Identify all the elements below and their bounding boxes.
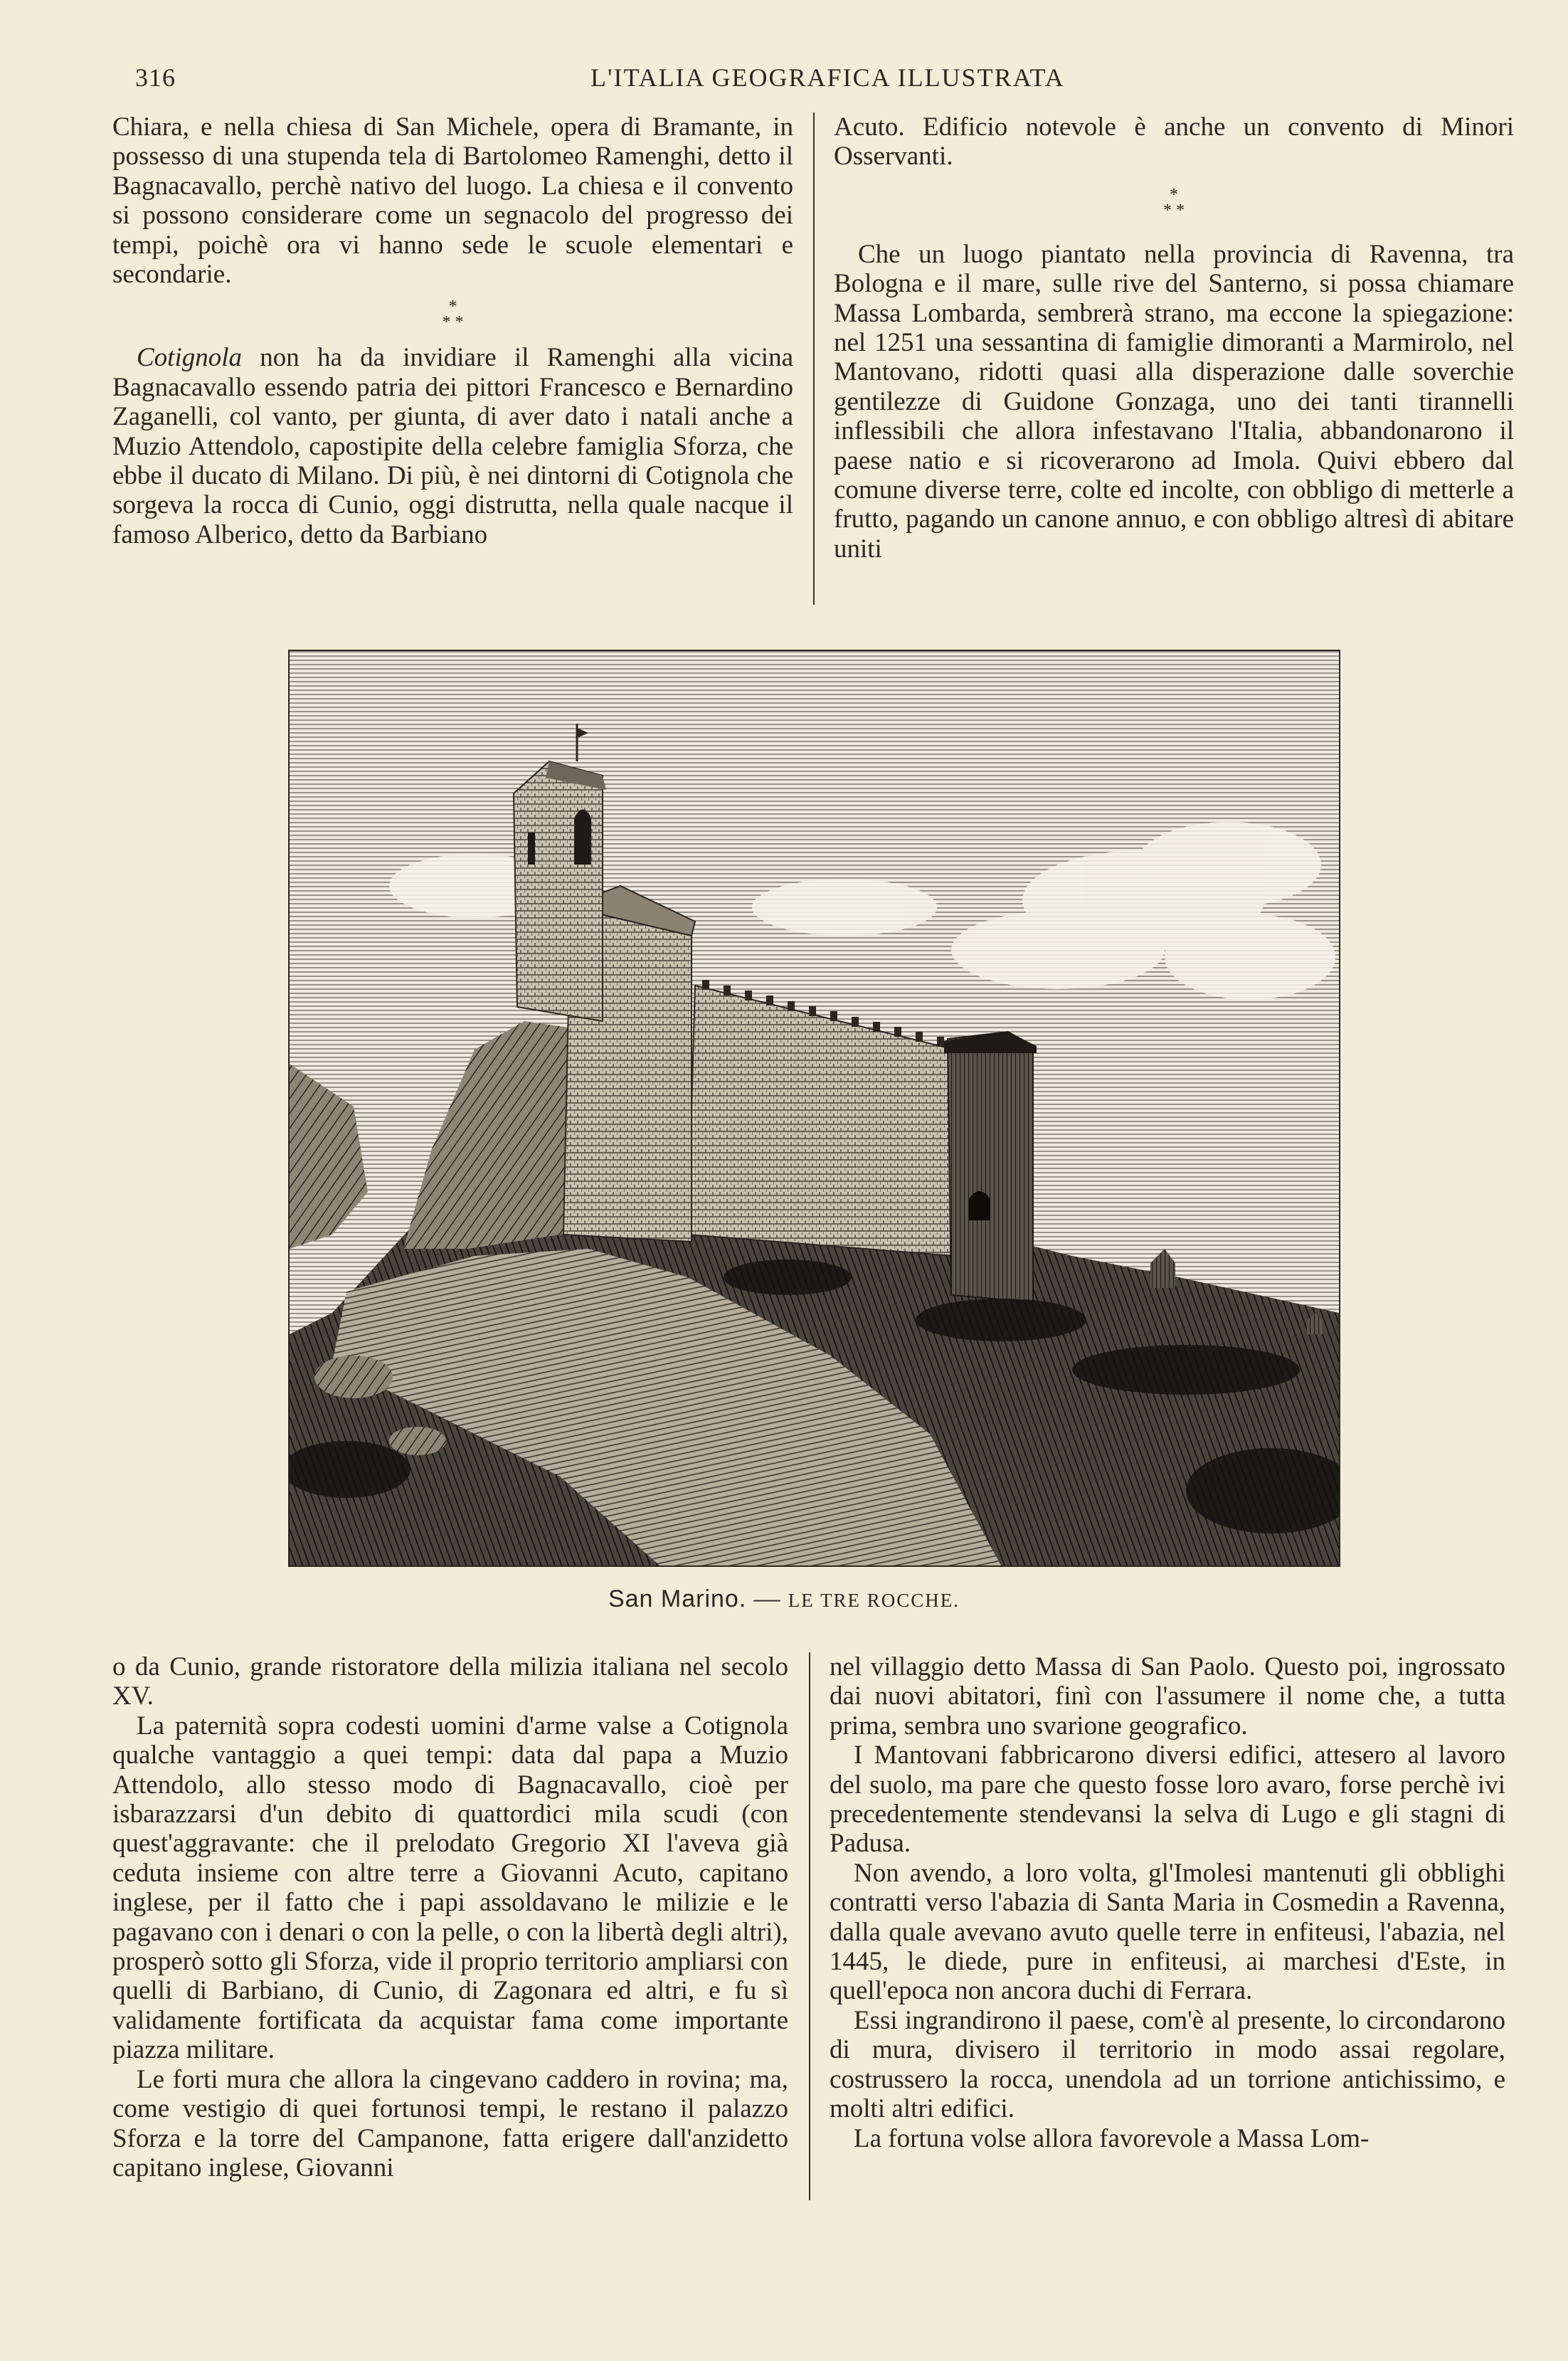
paragraph: La paternità sopra codesti uomini d'arme valse a Cotignola qualche vantaggio a quei tempi: data dal papa a Muzio Attendolo, allo stesso modo di Bagnacavallo, cioè per isbarazzarsi d'un debito di quattordici mila scudi (con quest'aggravante: che il prelodato Gregorio XI l'aveva già ceduta insieme con altre terre a Giovanni Acuto, capitano inglese, per il fatto che i papi assoldavano le milizie e le pagavano con i denari o con la pelle, o con la libertà degli altri), prosperò sotto gli Sforza, vide il proprio territorio ampliarsi con quelli di Barbiano, di Cunio, di Zagonara ed altri, e fu sì validamente fortificata da acquistar fama come importante piazza militare. (112, 1711, 788, 2065)
boulder (314, 1356, 393, 1398)
section-asterism (834, 187, 1514, 218)
caption-subject: LE TRE ROCCHE. (788, 1590, 960, 1611)
figure-caption (0, 1583, 1568, 1614)
paragraph: Non avendo, a loro volta, gl'Imolesi mantenuti gli obblighi contratti verso l'abazia di Santa Maria in Cosmedin a Ravenna, dalla quale avevano avuto quelle terre in enfiteusi, l'abazia, nel 1445, le diede, pure in enfiteusi, ai marchesi d'Este, in quell'epoca non ancora duchi di Ferrara. (830, 1858, 1505, 2006)
boulder (389, 1427, 446, 1455)
bottom-left-column (112, 1652, 788, 2182)
paragraph: Essi ingrandirono il paese, com'è al presente, lo circondarono di mura, divisero il territorio in modo assai regolare, costrussero la rocca, unendola ad un torrione antichissimo, e molti altri edifici. (830, 2005, 1505, 2124)
paragraph: La fortuna volse allora favorevole a Massa Lom- (854, 2123, 1370, 2153)
paragraph: o da Cunio, grande ristoratore della milizia italiana nel secolo XV. (112, 1652, 788, 1711)
tower-slit (528, 833, 535, 865)
asterism-top: * (448, 297, 457, 317)
paragraph: nel villaggio detto Massa di San Paolo. Questo poi, ingrossato dai nuovi abitatori, finì con l'assumere il nome che, a tutta prima, sembra uno svarione geografico. (830, 1652, 1505, 1741)
right-tower (948, 1032, 1033, 1302)
column-rule-top (813, 112, 815, 605)
top-right-column (834, 112, 1514, 564)
asterism-bottom: * * (442, 313, 464, 332)
asterism-bottom: * * (1163, 201, 1185, 220)
paragraph: Chiara, e nella chiesa di San Michele, opera di Bramante, in possesso di una stupenda tela di Bartolomeo Ramenghi, detto il Bagnacavallo, perchè nativo del luogo. La chiesa e il convento si possono considerare come un segnacolo del progresso dei tempi, poichè ora vi hanno sede le scuole elementari e secondarie. (112, 112, 793, 290)
paragraph: Acuto. Edificio notevole è anche un convento di Minori Osservanti. (834, 112, 1514, 171)
place-name-cotignola: Cotignola (137, 343, 243, 373)
paragraph: Che un luogo piantato nella provincia di Ravenna, tra Bologna e il mare, sulle rive del Santerno, si possa chiamare Massa Lombarda, sembrerà strano, ma eccone la spiegazione: nel 1251 una sessantina di famiglie dimoranti a Marmirolo, nel Mantovano, ridotti quasi alla disperazione dalle soverchie gentilezze di Guidone Gonzaga, uno dei tanti tirannelli inflessibili che allora infestavano l'Italia, abbandonarono il paese natio e si ricoverarono ad Imola. Quivi ebbero dal comune diverse terre, colte ed incolte, con obbligo di metterle a frutto, pagando un canone annuo, e con obbligo altresì di abitare uniti (834, 239, 1514, 564)
paragraph-text: non ha da invidiare il Ramenghi alla vicina Bagnacavallo essendo patria dei pittori Francesco e Bernardino Zaganelli, col vanto, per giunta, di aver dato i natali anche a Muzio Attendolo, capostipite della celebre famiglia Sforza, che ebbe il ducato di Milano. Di più, è nei dintorni di Cotignola che sorgeva la rocca di Cunio, oggi distrutta, nella quale nacque il famoso Alberico, detto da Barbiano (112, 343, 793, 549)
bottom-right-column (830, 1652, 1505, 2153)
caption-dash: — (753, 1584, 781, 1613)
main-tower (514, 761, 603, 1021)
paragraph: I Mantovani fabbricarono diversi edifici, attesero al lavoro del suolo, ma pare che questo fosse loro avaro, forse perchè ivi precedentemente stendevansi la selva di Lugo e gli stagni di Padusa. (830, 1741, 1505, 1859)
paragraph (112, 343, 793, 549)
page-number: 316 (135, 63, 176, 92)
asterism-top: * (1170, 185, 1178, 204)
page-header (135, 63, 1437, 105)
caption-place: San Marino. (608, 1585, 747, 1612)
right-tower-doorway (969, 1191, 990, 1220)
running-title: L'ITALIA GEOGRAFICA ILLUSTRATA (590, 63, 1065, 92)
column-rule-bottom (809, 1652, 810, 2200)
engraving-figure (288, 650, 1340, 1567)
belfry-window (574, 810, 591, 865)
top-left-column (112, 112, 793, 549)
engraving-illustration (290, 651, 1339, 1565)
paragraph: Le forti mura che allora la cingevano caddero in rovina; ma, come vestigio di quei fortunosi tempi, le restano il palazzo Sforza e la torre del Campanone, fatta erigere dall'anzidetto capitano inglese, Giovanni (112, 2064, 788, 2182)
section-asterism (112, 299, 793, 330)
